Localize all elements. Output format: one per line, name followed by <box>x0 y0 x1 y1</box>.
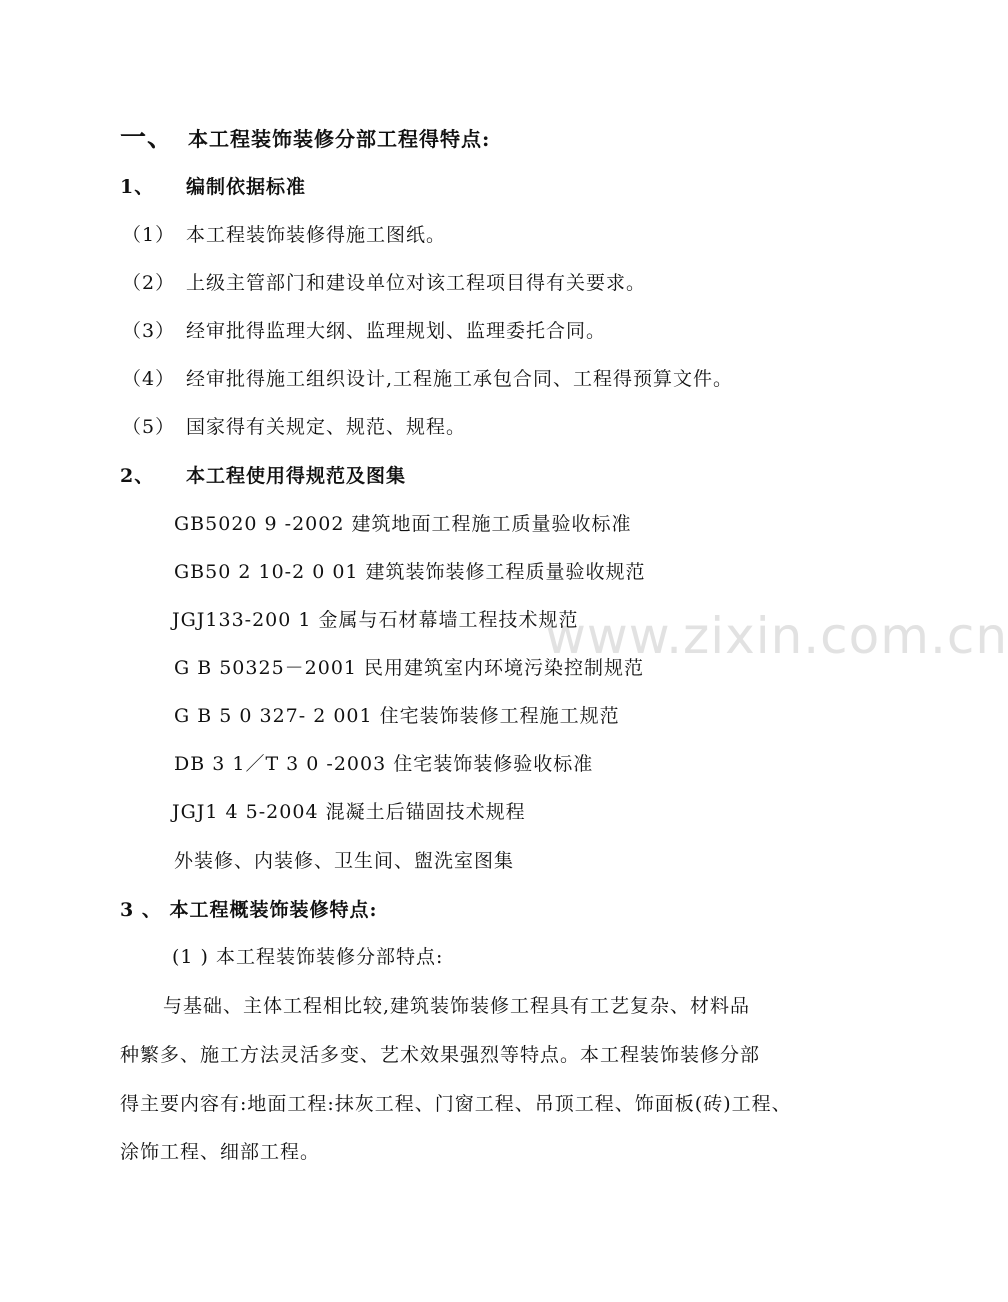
paragraph-line: 与基础、主体工程相比较,建筑装饰装修工程具有工艺复杂、材料品 <box>163 995 751 1017</box>
section1-heading <box>120 175 306 199</box>
item-text: 国家得有关规定、规范、规程。 <box>186 416 467 438</box>
standard-item: JGJ1 4 5-2004 混凝土后锚固技术规程 <box>172 801 526 823</box>
item-number: （2） <box>122 272 176 294</box>
section2-number: 2、 <box>120 465 155 487</box>
heading-text: 本工程装饰装修分部工程得特点: <box>188 127 491 151</box>
item-text: 本工程装饰装修得施工图纸。 <box>186 224 447 246</box>
section1-item <box>122 319 606 343</box>
standard-item: G B 50325－2001 民用建筑室内环境污染控制规范 <box>174 657 645 679</box>
standard-item: G B 5 0 327- 2 001 住宅装饰装修工程施工规范 <box>174 705 620 727</box>
section2-heading <box>120 464 406 488</box>
paragraph-line: 得主要内容有:地面工程:抹灰工程、门窗工程、吊顶工程、饰面板(砖)工程、 <box>120 1093 792 1115</box>
main-heading <box>120 123 491 153</box>
standard-item: DB 3 1／T 3 0 -2003 住宅装饰装修验收标准 <box>174 753 594 775</box>
heading-marker: 一、 <box>120 123 175 153</box>
section1-item <box>122 271 646 295</box>
paragraph-line: 涂饰工程、细部工程。 <box>120 1141 321 1163</box>
section1-item <box>122 223 446 247</box>
section1-title: 编制依据标准 <box>186 176 307 198</box>
section1-item <box>122 415 466 439</box>
item-number: （5） <box>122 416 176 438</box>
section1-number: 1、 <box>120 176 155 198</box>
standard-item: JGJ133-200 1 金属与石材幕墙工程技术规范 <box>172 609 579 631</box>
section3-subtitle: (1 ) 本工程装饰装修分部特点: <box>172 946 444 968</box>
item-text: 上级主管部门和建设单位对该工程项目得有关要求。 <box>186 272 647 294</box>
item-number: （4） <box>122 368 176 390</box>
section3-heading: 3 、 本工程概装饰装修特点: <box>120 899 378 921</box>
item-number: （3） <box>122 320 176 342</box>
section1-item <box>122 367 733 391</box>
watermark: www.zixin.com.cn <box>545 607 1008 665</box>
item-number: （1） <box>122 224 176 246</box>
item-text: 经审批得施工组织设计,工程施工承包合同、工程得预算文件。 <box>186 368 734 390</box>
standard-item: GB5020 9 -2002 建筑地面工程施工质量验收标准 <box>174 513 632 535</box>
paragraph-line: 种繁多、施工方法灵活多变、艺术效果强烈等特点。本工程装饰装修分部 <box>120 1044 761 1066</box>
section2-title: 本工程使用得规范及图集 <box>186 465 407 487</box>
item-text: 经审批得监理大纲、监理规划、监理委托合同。 <box>186 320 607 342</box>
standard-item: 外装修、内装修、卫生间、盥洗室图集 <box>174 850 515 872</box>
standard-item: GB50 2 10-2 0 01 建筑装饰装修工程质量验收规范 <box>174 561 646 583</box>
